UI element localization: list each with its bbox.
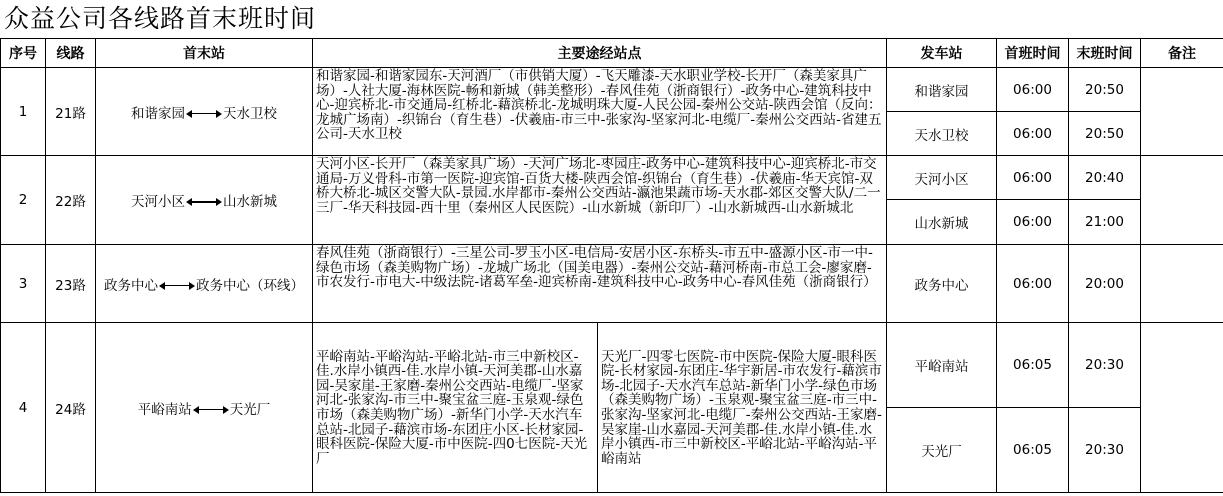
stops-cell: 春风佳苑（浙商银行）-三星公司-罗玉小区-电信局-安居小区-东桥头-市五中-盛源小区-市一中-绿色市场（森美购物广场）-龙城广场北（国美电器）-秦州公交站-藉河桥南-市总工会-廖家磨-市农发行-市电大-中级法院-诸葛军垒-迎宾桥南-建筑科技中心-政务中心-春风佳苑（浙商银行）: [313, 245, 887, 323]
header-note: 备注: [1141, 39, 1223, 68]
table-row: [1, 156, 1223, 200]
terminal-from: 政务中心: [104, 277, 158, 294]
terminal-from: 平峪南站: [137, 401, 192, 418]
header-first-time: 首班时间: [997, 39, 1069, 68]
terminals-cell: [96, 68, 313, 156]
terminal-from: 天河小区: [131, 194, 185, 210]
schedule-table: [0, 38, 1223, 493]
depart-station-cell: 天光厂: [887, 408, 997, 493]
note-cell: [1141, 156, 1223, 245]
stops-cell-outbound: 平峪南站-平峪沟站-平峪北站-市三中新校区-佳.水岸小镇西-佳.水岸小镇-天河美郡-山水嘉园-吴家崖-王家磨-秦州公交西站-电缆厂-坚家河北-张家沟-市三中-聚宝盆三庭-玉泉观-绿色市场（森美购物广场）-新华门小学-天水汽车总站-北园子-藉滨市场-东团庄小区-长材家园-眼科医院-保险大厦-市中医院-四0七医院-天光厂: [313, 323, 598, 493]
last-time-cell: 20:30: [1069, 408, 1141, 493]
seq-cell: 3: [1, 245, 46, 323]
terminals-cell: [96, 156, 313, 245]
seq-cell: 4: [1, 323, 46, 493]
last-time-cell: 20:00: [1069, 245, 1141, 323]
header-last-time: 末班时间: [1069, 39, 1141, 68]
first-time-cell: 06:05: [997, 408, 1069, 493]
header-terminals: 首末站: [96, 39, 313, 68]
terminal-to: 山水新城: [223, 194, 277, 210]
last-time-cell: 21:00: [1069, 200, 1141, 245]
last-time-cell: 20:50: [1069, 68, 1141, 112]
page-title: 众益公司各线路首末班时间: [4, 4, 317, 33]
stops-cell: 天河小区-长开厂（森美家具广场）-天河广场北-枣园庄-政务中心-建筑科技中心-迎宾桥北-市交通局-万义骨科-市第一医院-迎宾馆-百货大楼-陕西会馆-织锦台（育生巷）-伏羲庙-华天宾馆-双桥大桥北-城区交警大队-景园.水岸都市-秦州公交西站-瀛池果蔬市场-天水郡-郊区交警大队/二一三厂-华天科技园-西十里（秦州区人民医院）-山水新城（新印厂）-山水新城西-山水新城北: [313, 156, 887, 245]
double-arrow-icon: [159, 281, 195, 291]
first-time-cell: 06:00: [997, 112, 1069, 156]
terminal-from: 和谐家园: [131, 105, 185, 122]
depart-station-cell: 和谐家园: [887, 68, 997, 112]
stops-cell-inbound: 天光厂-四零七医院-市中医院-保险大厦-眼科医院-长材家园-东团庄-华宇新居-市农发行-藉滨市场-北园子-天水汽车总站-新华门小学-绿色市场（森美购物广场）-玉泉观-聚宝盆三庭-市三中-张家沟-坚家河北-电缆厂-秦州公交西站-王家磨-吴家崖-山水嘉园-天河美郡-佳.水岸小镇-佳.水岸小镇西-市三中新校区-平峪北站-平峪沟站-平峪南站: [598, 323, 887, 493]
line-cell: 23路: [46, 245, 96, 323]
double-arrow-icon: [186, 109, 222, 119]
first-time-cell: 06:00: [997, 245, 1069, 323]
note-cell: [1141, 323, 1223, 493]
last-time-cell: 20:50: [1069, 112, 1141, 156]
note-cell: [1141, 68, 1223, 156]
header-line: 线路: [46, 39, 96, 68]
header-stops: 主要途经站点: [313, 39, 887, 68]
depart-station-cell: 天河小区: [887, 156, 997, 200]
first-time-cell: 06:00: [997, 200, 1069, 245]
first-time-cell: 06:00: [997, 68, 1069, 112]
double-arrow-icon: [193, 405, 229, 415]
terminals-cell: [96, 323, 313, 493]
seq-cell: 2: [1, 156, 46, 245]
line-cell: 22路: [46, 156, 96, 245]
line-cell: 21路: [46, 68, 96, 156]
double-arrow-icon: [186, 197, 222, 207]
stops-cell: 和谐家园-和谐家园东-天河酒厂（市供销大厦）-飞天雕漆-天水职业学校-长开厂（森美家具广场）-人社大厦-海林医院-畅和新城（韩美整形）-春风佳苑（浙商银行）-政务中心-建筑科技中心-迎宾桥北-市交通局-红桥北-藉滨桥北-龙城明珠大厦-人民公园-秦州公交站-陕西会馆（反向：龙城广场南）-织锦台（育生巷）-伏羲庙-市三中-张家沟-坚家河北-电缆厂-秦州公交西站-省建五公司-天水卫校: [313, 68, 887, 156]
depart-station-cell: 政务中心: [887, 245, 997, 323]
depart-station-cell: 山水新城: [887, 200, 997, 245]
terminal-to: 天水卫校: [223, 105, 277, 122]
table-row: [1, 245, 1223, 323]
line-cell: 24路: [46, 323, 96, 493]
depart-station-cell: 天水卫校: [887, 112, 997, 156]
table-row: [1, 68, 1223, 112]
terminals-cell: [96, 245, 313, 323]
terminal-to: 天光厂: [229, 401, 271, 418]
last-time-cell: 20:40: [1069, 156, 1141, 200]
table-row: [1, 323, 1223, 408]
first-time-cell: 06:00: [997, 156, 1069, 200]
header-row: [1, 39, 1223, 68]
header-seq: 序号: [1, 39, 46, 68]
header-depart-station: 发车站: [887, 39, 997, 68]
first-time-cell: 06:05: [997, 323, 1069, 408]
note-cell: [1141, 245, 1223, 323]
terminal-to: 政务中心（环线）: [196, 277, 304, 294]
depart-station-cell: 平峪南站: [887, 323, 997, 408]
last-time-cell: 20:30: [1069, 323, 1141, 408]
seq-cell: 1: [1, 68, 46, 156]
